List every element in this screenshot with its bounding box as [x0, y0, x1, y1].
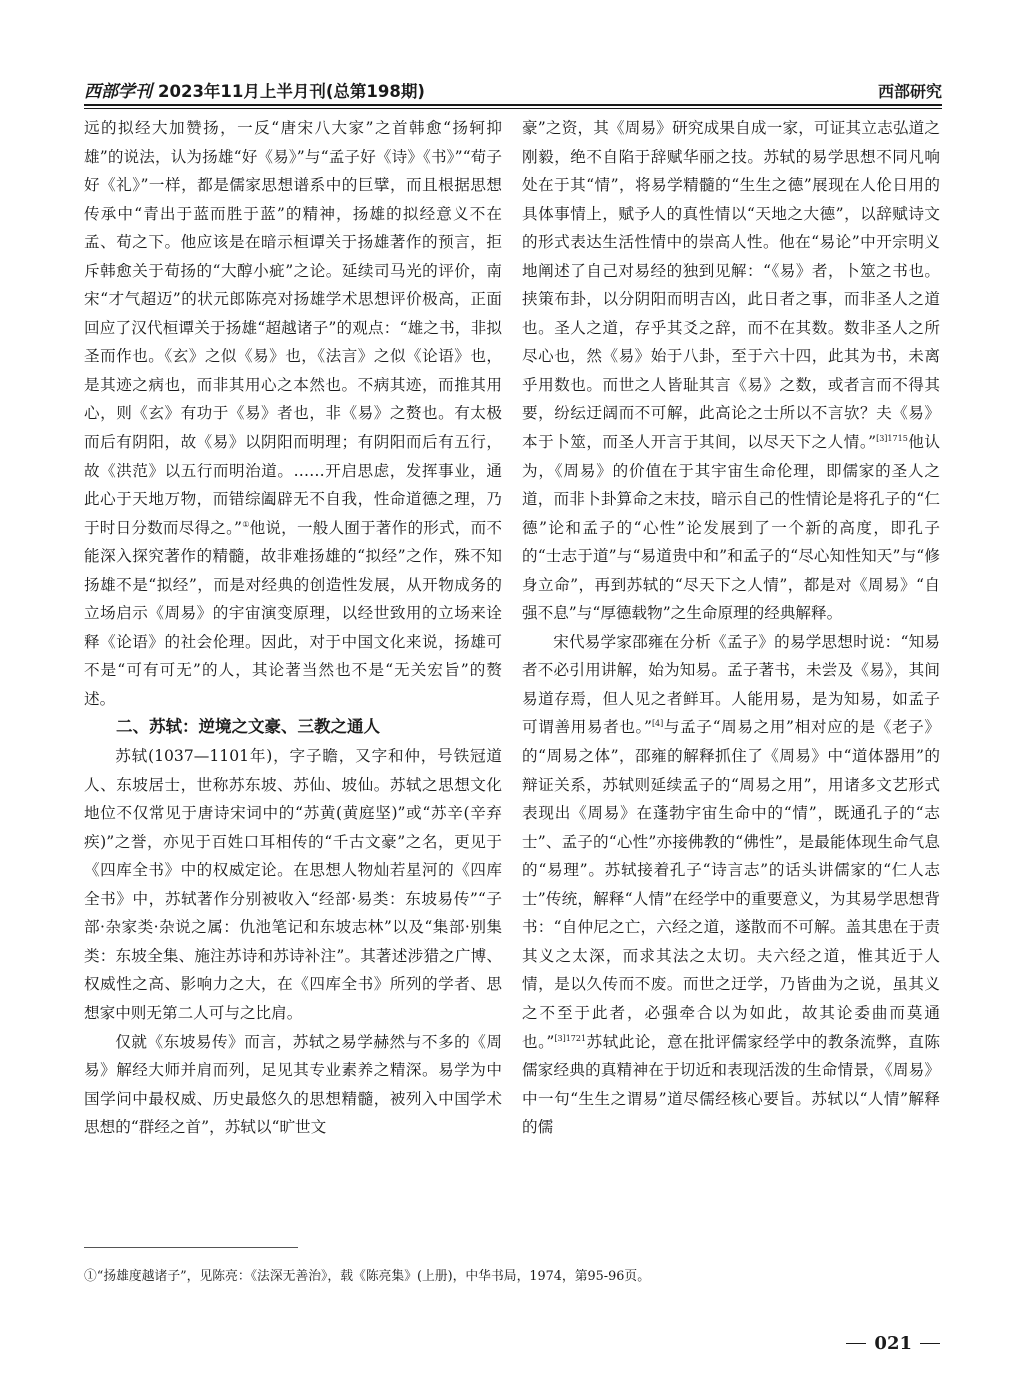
footnote-marker: ① [242, 519, 250, 529]
right-column [522, 114, 940, 1142]
page-number: 021 [874, 1333, 912, 1354]
left-column [84, 114, 502, 1142]
right-paragraph-2-text-b: 与孟子“周易之用”相对应的是《老子》的“周易之体”，邵雍的解释抓住了《周易》中“道体器用”的辩证关系，苏轼则延续孟子的“周易之用”，用诸多文艺形式表现出《周易》在蓬勃宇宙生命中的“情”，既通孔子的“志士”、孟子的“心性”亦接佛教的“佛性”，是最能体现生命气息的“易理”。苏轼接着孔子“诗言志”的话头讲儒家的“仁人志士”传统，解释“人情”在经学中的重要意义，为其易学思想背书：“自仲尼之亡，六经之道，遂散而不可解。盖其患在于责其义之太深，而求其法之太切。夫六经之道，惟其近于人情，是以久传而不废。而世之迂学，乃皆曲为之说，虽其义之不至于此者，必强牵合以为如此，故其论委曲而莫通也。” [522, 718, 940, 1051]
header-left [84, 77, 425, 102]
issue-info: 2023年11月上半月刊(总第198期) [158, 82, 425, 101]
left-paragraph-3: 仅就《东坡易传》而言，苏轼之易学赫然与不多的《周易》解经大师并肩而列，足见其专业素养之精深。易学为中国学问中最权威、历史最悠久的思想精髓，被列入中国学术思想的“群经之首”，苏轼以“旷世文 [84, 1032, 502, 1137]
page-number-block [846, 1333, 940, 1354]
citation-ref: [3]1715 [876, 434, 908, 444]
left-paragraph-2: 苏轼(1037—1101年)，字子瞻，又字和仲，号铁冠道人、东坡居士，世称苏东坡、苏仙、坡仙。苏轼之思想文化地位不仅常见于唐诗宋词中的“苏黄(黄庭坚)”或“苏辛(辛弃疾)”之誉，亦见于百姓口耳相传的“千古文豪”之名，更见于《四库全书》中的权威定论。在思想人物灿若星河的《四库全书》中，苏轼著作分别被收入“经部·易类：东坡易传”“子部·杂家类·杂说之属：仇池笔记和东坡志林”以及“集部·别集类：东坡全集、施注苏诗和苏诗补注”。其著述涉猎之广博、权威性之高、影响力之大，在《四库全书》所列的学者、思想家中则无第二人可与之比肩。 [84, 747, 502, 1022]
right-paragraph-1 [522, 114, 940, 628]
right-paragraph-1-text-a: 豪”之资，其《周易》研究成果自成一家，可证其立志弘道之刚毅，绝不自陷于辞赋华丽之技。苏轼的易学思想不同凡响处在于其“情”，将易学精髓的“生生之德”展现在人伦日用的具体事情上，赋予人的真性情以“天地之大德”，以辞赋诗文的形式表达生活性情中的崇高人性。他在“易论”中开宗明义地阐述了自己对易经的独到见解：“《易》者，卜筮之书也。挟策布卦，以分阴阳而明吉凶，此日者之事，而非圣人之道也。圣人之道，存乎其爻之辞，而不在其数。数非圣人之所尽心也，然《易》始于八卦，至于六十四，此其为书，未离乎用数也。而世之人皆耻其言《易》之数，或者言而不得其要，纷纭迂阔而不可解，此高论之士所以不言欤？夫《易》本于卜筮，而圣人开言于其间，以尽天下之人情。” [522, 119, 940, 452]
citation-ref: [3]1721 [554, 1033, 587, 1043]
citation-ref: [4] [651, 719, 664, 729]
page-dash-right [920, 1343, 940, 1344]
left-paragraph-1-text: 远的拟经大加赞扬，一反“唐宋八大家”之首韩愈“扬轲抑雄”的说法，认为扬雄“好《易》”与“孟子好《诗》《书》”“荀子好《礼》”一样，都是儒家思想谱系中的巨擘，而且根据思想传承中“青出于蓝而胜于蓝”的精神，扬雄的拟经意义不在孟、荀之下。他应该是在暗示桓谭关于扬雄著作的预言，拒斥韩愈关于荀扬的“大醇小疵”之论。延续司马光的评价，南宋“才气超迈”的状元郎陈亮对扬雄学术思想评价极高，正面回应了汉代桓谭关于扬雄“超越诸子”的观点：“雄之书，非拟圣而作也。《玄》之似《易》也，《法言》之似《论语》也，是其迹之病也，而非其用心之本然也。不病其迹，而推其用心，则《玄》有功于《易》者也，非《易》之赘也。有太极而后有阴阳，故《易》以阴阳而明理；有阴阳而后有五行，故《洪范》以五行而明治道。……开启思虑，发挥事业，通此心于天地万物，而错综阖辟无不自我，性命道德之理，乃于时日分数而尽得之。” [84, 119, 502, 537]
journal-logo: 西部学刊 [84, 82, 152, 102]
left-paragraph-1-tail: 他说，一般人囿于著作的形式，而不能深入探究著作的精髓，故非难扬雄的“拟经”之作，殊不知扬雄不是“拟经”，而是对经典的创造性发展，从开物成务的立场启示《周易》的宇宙演变原理，以经世致用的立场来诠释《论语》的社会伦理。因此，对于中国文化来说，扬雄可不是“可有可无”的人，其论著当然也不是“无关宏旨”的赘述。 [84, 518, 502, 708]
right-paragraph-1-text-b: 他认为，《周易》的价值在于其宇宙生命伦理，即儒家的圣人之道，而非卜卦算命之末技，暗示自己的性情论是将孔子的“仁德”论和孟子的“心性”论发展到了一个新的高度，即孔子的“士志于道”与“易道贵中和”和孟子的“尽心知性知天”与“修身立命”，再到苏轼的“尽天下之人情”，都是对《周易》“自强不息”与“厚德载物”之生命原理的经典解释。 [522, 433, 940, 623]
header-rule-thick [84, 104, 942, 106]
section-heading: 二、苏轼：逆境之文豪、三教之通人 [116, 717, 380, 737]
right-paragraph-2-text-c: 苏轼此论，意在批评儒家经学中的教条流弊，直陈儒家经典的真精神在于切近和表现活泼的生命情景，《周易》中一句“生生之谓易”道尽儒经核心要旨。苏轼以“人情”解释的儒 [522, 1032, 940, 1137]
header-rule-thin [84, 108, 942, 109]
left-paragraph-1 [84, 114, 502, 713]
page-dash-left [846, 1343, 866, 1344]
right-paragraph-2-text-a: 宋代易学家邵雍在分析《孟子》的易学思想时说：“知易者不必引用讲解，始为知易。孟子著书，未尝及《易》，其间易道存焉，但人见之者鲜耳。人能用易，是为知易，如孟子可谓善用易者也。” [522, 632, 940, 737]
footnote: ①“扬雄度越诸子”，见陈亮：《法深无善治》，载《陈亮集》(上册)，中华书局，1974，第95-96页。 [84, 1269, 651, 1284]
running-header [84, 72, 942, 102]
section-name: 西部研究 [877, 82, 942, 101]
right-paragraph-2 [522, 628, 940, 1142]
footnote-rule [84, 1247, 298, 1248]
